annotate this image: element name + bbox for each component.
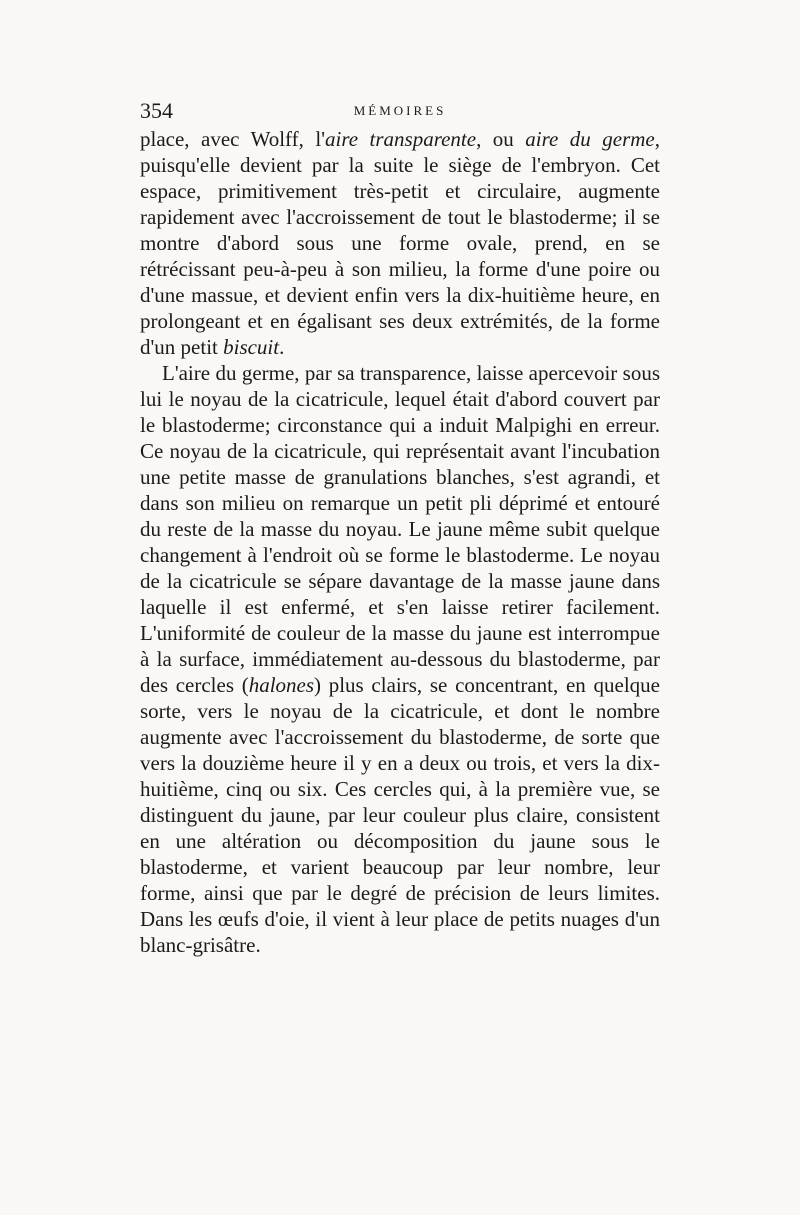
term-aire-du-germe: aire du germe xyxy=(525,127,655,151)
page-body xyxy=(140,126,660,958)
paragraph-2-text-1: L'aire du germe, par sa transparence, laisse apercevoir sous lui le noyau de la cicatricule, lequel était d'abord couvert par le blastoderme; circonstance qui a induit Malpighi en erreur. Ce noyau de la cicatricule, qui représentait avant l'incubation une petite masse de granulations blanches, s'est agrandi, et dans son milieu on remarque un petit pli déprimé et entouré du reste de la masse du noyau. Le jaune même subit quelque changement à l'endroit où se forme le blastoderme. Le noyau de la cicatricule se sépare davantage de la masse jaune dans laquelle il est enfermé, et s'en laisse retirer facilement. L'uniformité de couleur de la masse du jaune est interrompue à la surface, immédiatement au-dessous du blastoderme, par des cercles ( xyxy=(140,361,660,697)
running-head: MÉMOIRES xyxy=(353,103,447,118)
paragraph-1-text-1: place, avec Wolff, l' xyxy=(140,127,325,151)
paragraph-1-text-3: , puisqu'elle devient par la suite le siège de l'embryon. Cet espace, primitivement très-petit et circulaire, augmente rapidement avec l'accroissement de tout le blastoderme; il se montre d'abord sous une forme ovale, prend, en se rétrécissant peu-à-peu à son milieu, la forme d'une poire ou d'une massue, et devient enfin vers la dix-huitième heure, en prolongeant et en égalisant ses deux extrémités, de la forme d'un petit xyxy=(140,127,661,359)
paragraph-1 xyxy=(140,126,660,360)
term-biscuit: biscuit xyxy=(223,335,280,359)
paragraph-1-text-2: , ou xyxy=(476,127,526,151)
page-header xyxy=(140,98,660,128)
paragraph-2-text-2: ) plus clairs, se concentrant, en quelque sorte, vers le noyau de la cicatricule, et dont le nombre augmente avec l'accroissement du blastoderme, de sorte que vers la douzième heure il y en a deux ou trois, et vers la dix-huitième, cinq ou six. Ces cercles qui, à la première vue, se distinguent du jaune, par leur couleur plus claire, consistent en une altération ou décomposition du jaune sous le blastoderme, et varient beaucoup par leur nombre, leur forme, ainsi que par le degré de précision de leurs limites. Dans les œufs d'oie, il vient à leur place de petits nuages d'un blanc-grisâtre. xyxy=(140,673,660,957)
term-halones: halones xyxy=(248,673,315,697)
paragraph-1-text-4: . xyxy=(279,335,285,359)
page-number: 354 xyxy=(140,98,173,123)
paragraph-2 xyxy=(140,360,660,958)
term-aire-transparente: aire transparente xyxy=(325,127,477,151)
